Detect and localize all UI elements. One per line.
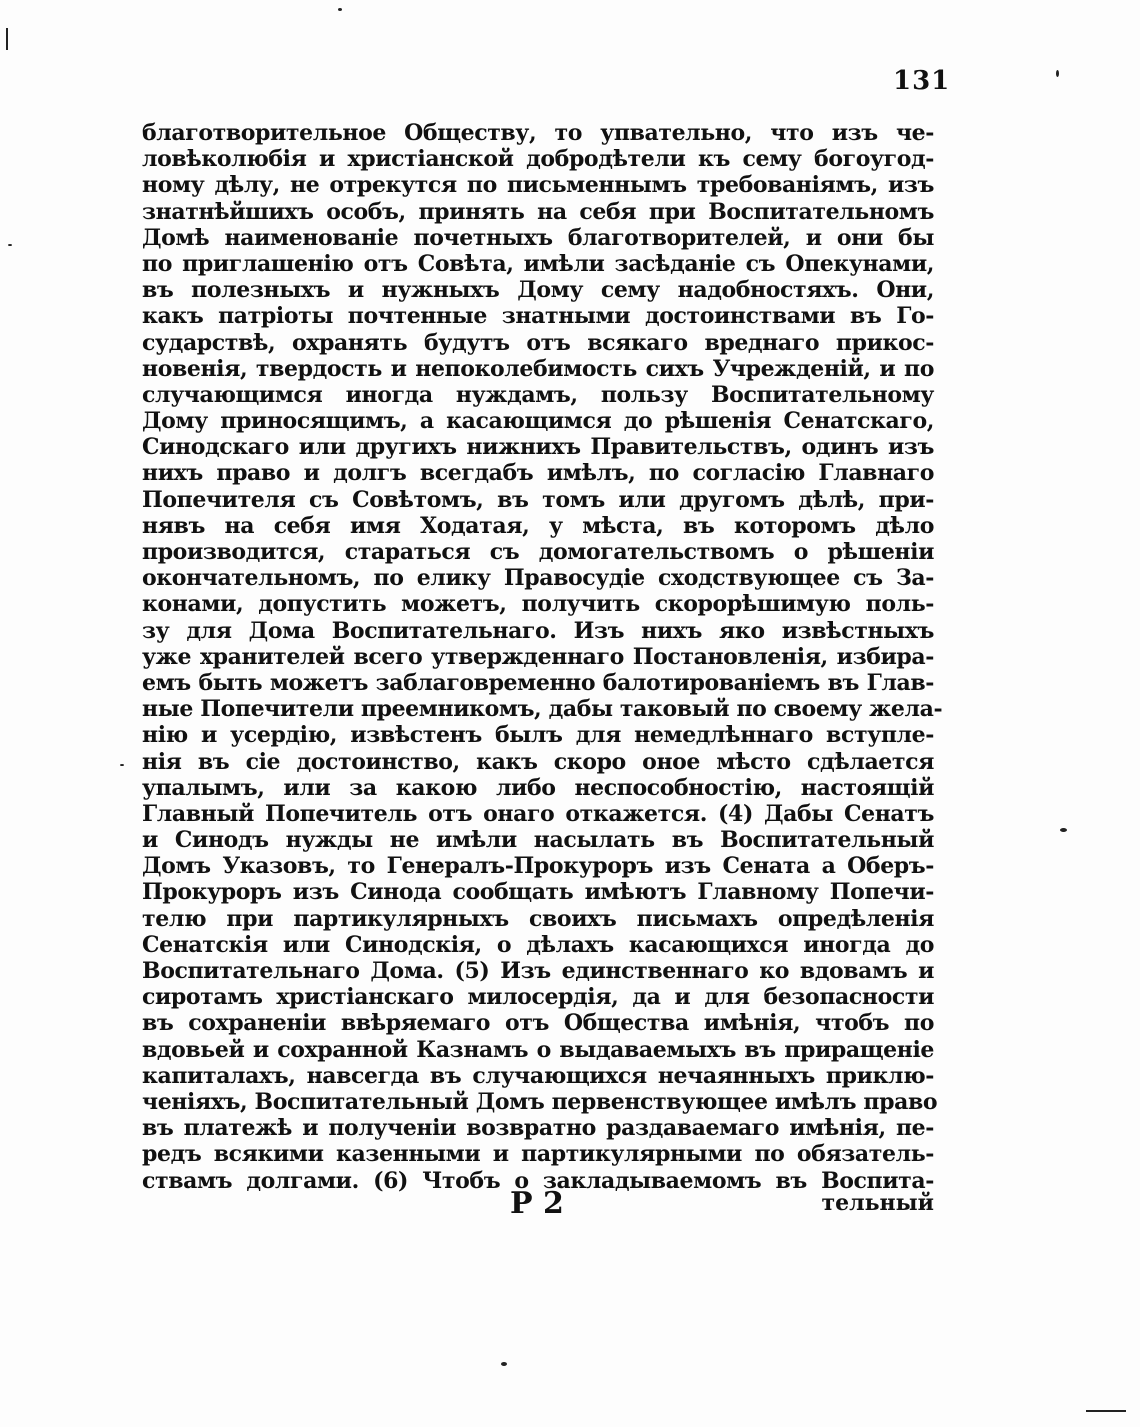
catchword: тельный <box>821 1190 934 1216</box>
text-line: упалымъ, или за какою либо неспособностію, настоящій <box>142 774 934 801</box>
text-line: сударствѣ, охранять будутъ отъ всякаго вреднаго прикос- <box>142 329 934 356</box>
text-line: ловѣколюбія и христіанской добродѣтели къ сему богоугод- <box>142 146 934 173</box>
text-line: Воспитательнаго Дома. (5) Изъ единственнаго ко вдовамъ и <box>142 958 934 984</box>
scan-speck <box>501 1362 507 1366</box>
text-line: знатнѣйшихъ особъ, принять на себя при Воспитательномъ <box>142 198 934 225</box>
signature-mark: Р 2 <box>510 1186 564 1221</box>
text-line: нявъ на себя имя Ходатая, у мѣста, въ которомъ дѣло <box>142 512 934 539</box>
text-line: Домѣ наименованіе почетныхъ благотворителей, и они бы <box>142 224 934 251</box>
scan-edge-mark <box>6 28 8 50</box>
text-line: окончательномъ, по елику Правосудіе сходствующее съ За- <box>142 565 934 592</box>
text-line: ченіяхъ, Воспитательный Домъ первенствующее имѣлъ право <box>142 1088 938 1115</box>
page-footer <box>142 1186 934 1221</box>
text-line: уже хранителей всего утвержденнаго Постановленія, избира- <box>142 643 934 670</box>
scan-speck <box>1060 828 1067 832</box>
text-line: капиталахъ, навсегда въ случающихся нечаянныхъ приклю- <box>142 1062 934 1089</box>
text-line: въ платежѣ и полученіи возвратно раздаваемаго имѣнія, пе- <box>142 1115 934 1142</box>
text-line: вдовьей и сохранной Казнамъ о выдаваемыхъ въ приращеніе <box>142 1036 934 1063</box>
text-line: по приглашенію отъ Совѣта, имѣли засѣданіе съ Опекунами, <box>142 250 934 277</box>
text-line: благотворительное Обществу, то упвательно, что изъ че- <box>142 120 934 146</box>
text-line: Главный Попечитель отъ онаго откажется. (4) Дабы Сенатъ <box>142 800 934 827</box>
text-line: ному дѣлу, не отрекутся по письменнымъ требованіямъ, изъ <box>142 172 934 199</box>
text-line: и Синодъ нужды не имѣли насылать въ Воспитательный <box>142 827 934 854</box>
text-line: конами, допустить можетъ, получить скорорѣшимую поль- <box>142 591 934 618</box>
text-line: какъ патріоты почтенные знатными достоинствами въ Го- <box>142 303 934 330</box>
scan-speck <box>1056 70 1059 77</box>
text-line: телю при партикулярныхъ своихъ письмахъ опредѣленія <box>142 905 934 932</box>
text-line: нія въ сіе достоинство, какъ скоро оное мѣсто сдѣлается <box>142 748 934 775</box>
text-line: новенія, твердость и непоколебимость сихъ Учрежденій, и по <box>142 355 934 382</box>
text-line: въ сохраненіи ввѣряемаго отъ Общества имѣнія, чтобъ по <box>142 1010 934 1037</box>
text-line: Сенатскія или Синодскія, о дѣлахъ касающихся иногда до <box>142 931 934 958</box>
text-line: Дому приносящимъ, а касающимся до рѣшенія Сенатскаго, <box>142 408 934 435</box>
text-line: Попечителя съ Совѣтомъ, въ томъ или другомъ дѣлѣ, при- <box>142 486 934 513</box>
text-line: зу для Дома Воспитательнаго. Изъ нихъ яко извѣстныхъ <box>142 617 934 644</box>
text-line: въ полезныхъ и нужныхъ Дому сему надобностяхъ. Они, <box>142 277 934 304</box>
body-text <box>142 120 943 1194</box>
text-line: сиротамъ христіанскаго милосердія, да и для безопасности <box>142 984 934 1011</box>
scan-speck <box>120 764 124 766</box>
text-line: редъ всякими казенными и партикулярными по обязатель- <box>142 1141 934 1168</box>
text-line: ные Попечители преемникомъ, дабы таковый по своему жела- <box>142 696 943 723</box>
page-number: 131 <box>893 66 951 96</box>
text-line: Домъ Указовъ, то Генералъ-Прокуроръ изъ Сената а Оберъ- <box>142 853 934 880</box>
text-line: нію и усердію, извѣстенъ былъ для немедлѣннаго вступле- <box>142 722 934 749</box>
scan-speck <box>8 244 12 246</box>
text-line: Прокуроръ изъ Синода сообщать имѣютъ Главному Попечи- <box>142 879 934 906</box>
scan-edge-mark <box>1086 1410 1126 1412</box>
text-line: нихъ право и долгъ всегдабъ имѣлъ, по согласію Главнаго <box>142 460 934 487</box>
text-line: случающимся иногда нуждамъ, пользу Воспитательному <box>142 381 934 408</box>
text-line: емъ быть можетъ заблаговременно балотированіемъ въ Глав- <box>142 669 934 696</box>
scan-speck <box>338 8 342 11</box>
text-line: Синодскаго или другихъ нижнихъ Правительствъ, одинъ изъ <box>142 434 934 461</box>
text-line: производится, стараться съ домогательствомъ о рѣшеніи <box>142 539 934 565</box>
text-line: ствамъ долгами. (6) Чтобъ о закладываемомъ въ Воспита- <box>142 1167 934 1194</box>
